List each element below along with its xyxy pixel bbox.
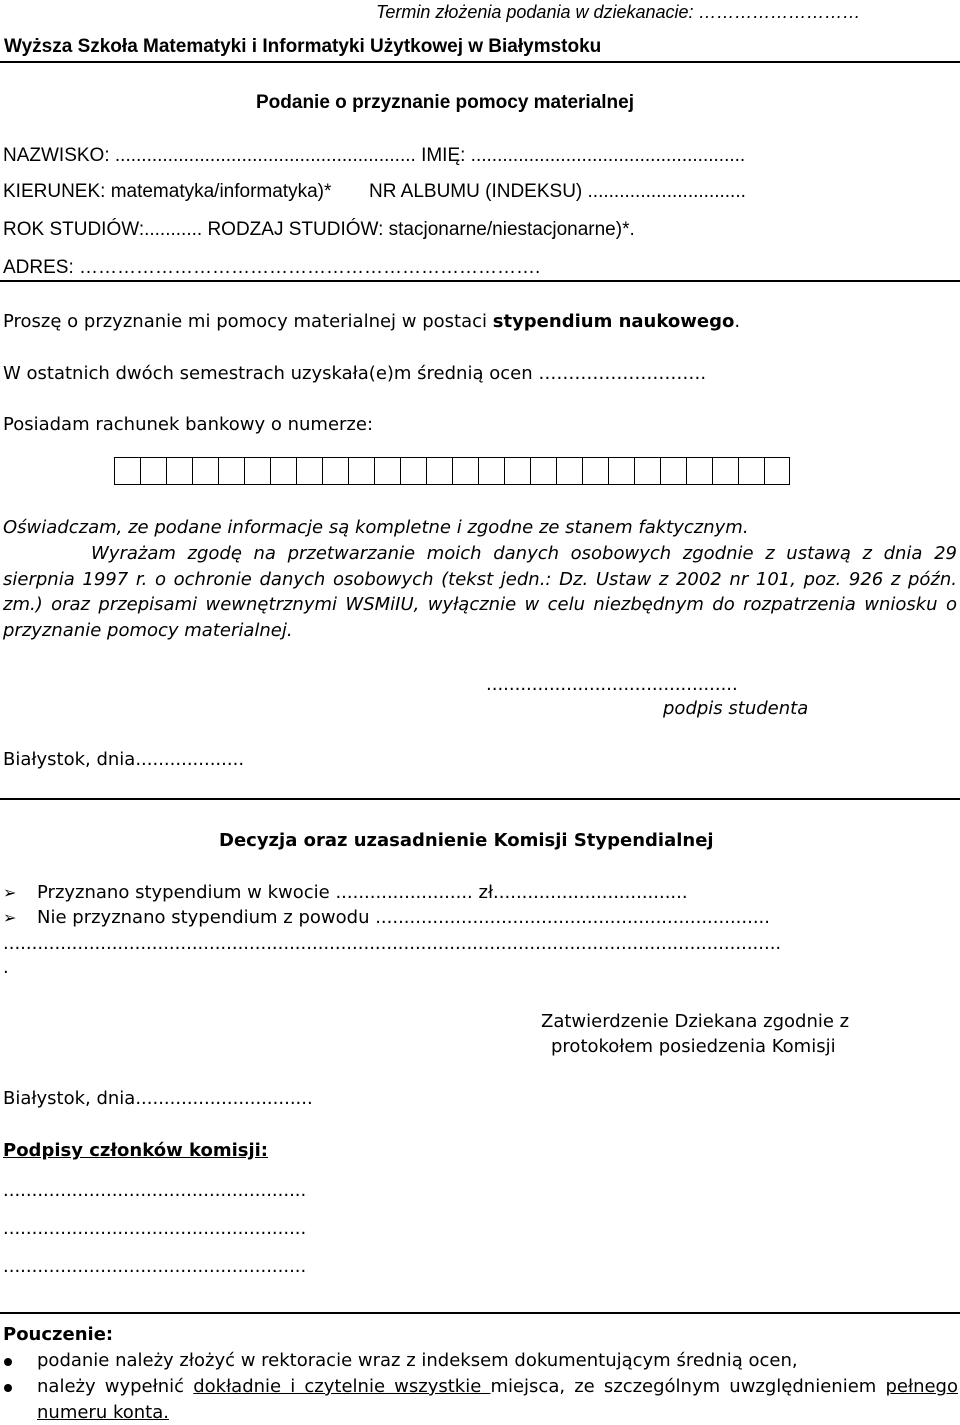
bank-digit-box[interactable] — [504, 457, 530, 485]
instruction-bullet-1: podanie należy złożyć w rektoracie wraz z indeksem dokumentującym średnią ocen, — [37, 1350, 798, 1371]
school-name: Wyższa Szkoła Matematyki i Informatyki Użytkowej w Białymstoku — [4, 36, 602, 57]
bullet2-part-a: należy wypełnić — [37, 1376, 194, 1397]
deadline-text: Termin złożenia podania w dziekanacie: ……………………… — [376, 2, 861, 22]
arrow-bullet-icon: ➢ — [3, 883, 17, 902]
bullet2-underlined-1: dokładnie i czytelnie wszystkie — [193, 1376, 491, 1397]
member-signature-line[interactable]: ..................................................... — [3, 1218, 307, 1239]
bank-digit-box[interactable] — [686, 457, 712, 485]
fields-divider — [0, 280, 960, 282]
signature-line[interactable]: ............................................ — [486, 674, 738, 695]
instruction-bullet-2 — [37, 1376, 958, 1397]
surname-name-field[interactable]: NAZWISKO: ......................................................... IMIĘ: .................................................... — [3, 145, 746, 166]
arrow-bullet-icon: ➢ — [3, 908, 17, 927]
bullet-icon — [4, 1384, 12, 1392]
bullet-icon — [4, 1358, 12, 1366]
bank-digit-box[interactable] — [764, 457, 790, 485]
bank-digit-box[interactable] — [712, 457, 738, 485]
album-number-field[interactable]: NR ALBUMU (INDEKSU) .............................. — [369, 181, 746, 202]
decision-granted-item[interactable] — [3, 882, 688, 903]
header-divider — [0, 61, 960, 63]
committee-place-date[interactable]: Białystok, dnia............................... — [3, 1088, 313, 1109]
student-place-date[interactable]: Białystok, dnia................... — [3, 749, 245, 770]
decision-granted-text: Przyznano stypendium w kwocie ........................ zł.................................. — [37, 882, 688, 903]
bank-account-boxes[interactable] — [114, 457, 790, 485]
bank-digit-box[interactable] — [530, 457, 556, 485]
bank-digit-box[interactable] — [582, 457, 608, 485]
major-field[interactable]: KIERUNEK: matematyka/informatyka)* — [3, 181, 332, 202]
bank-digit-box[interactable] — [660, 457, 686, 485]
bank-digit-box[interactable] — [738, 457, 764, 485]
dean-approval-line1: Zatwierdzenie Dziekana zgodnie z — [541, 1011, 850, 1032]
grade-average-field[interactable]: W ostatnich dwóch semestrach uzyskała(e)m średnią ocen ………………………. — [3, 363, 707, 384]
bank-digit-box[interactable] — [452, 457, 478, 485]
form-title: Podanie o przyznanie pomocy materialnej — [256, 92, 634, 113]
year-study-type-field[interactable]: ROK STUDIÓW:........... RODZAJ STUDIÓW: stacjonarne/niestacjonarne)*. — [3, 219, 635, 240]
request-text — [3, 311, 740, 332]
consent-paragraph: Wyrażam zgodę na przetwarzanie moich danych osobowych zgodnie z ustawą z dnia 29 sierpnia 1997 r. o ochronie danych osobowych (tekst jedn.: Dz. Ustaw z 2002 nr 101, poz. 926 z późn. zm.) oraz przepisami wewnętrznymi WSMiIU, wyłącznie w celu niezbędnym do rozpatrzenia wniosku o przyznanie pomocy materialnej. — [3, 543, 957, 641]
bank-digit-box[interactable] — [270, 457, 296, 485]
bank-digit-box[interactable] — [556, 457, 582, 485]
bank-digit-box[interactable] — [166, 457, 192, 485]
bank-digit-box[interactable] — [140, 457, 166, 485]
request-suffix: . — [734, 311, 741, 332]
bank-digit-box[interactable] — [244, 457, 270, 485]
bank-digit-box[interactable] — [478, 457, 504, 485]
bank-digit-box[interactable] — [192, 457, 218, 485]
request-prefix: Proszę o przyznanie mi pomocy materialnej w postaci — [3, 311, 493, 332]
decision-title: Decyzja oraz uzasadnienie Komisji Stypendialnej — [219, 830, 714, 851]
bank-digit-box[interactable] — [348, 457, 374, 485]
decision-divider — [0, 798, 960, 800]
decision-refused-item[interactable] — [3, 907, 770, 928]
dean-approval-line2: protokołem posiedzenia Komisji — [551, 1036, 836, 1057]
bank-digit-box[interactable] — [426, 457, 452, 485]
signature-label: podpis studenta — [663, 698, 809, 719]
instruction-title: Pouczenie: — [3, 1324, 114, 1345]
bank-digit-box[interactable] — [218, 457, 244, 485]
bank-digit-box[interactable] — [296, 457, 322, 485]
bank-digit-box[interactable] — [400, 457, 426, 485]
reason-dots-end: . — [3, 957, 9, 978]
member-signature-line[interactable]: ..................................................... — [3, 1256, 307, 1277]
bank-digit-box[interactable] — [634, 457, 660, 485]
bullet2-underlined-2: pełnego — [885, 1376, 958, 1397]
members-title: Podpisy członków komisji: — [3, 1140, 268, 1161]
bank-account-label: Posiadam rachunek bankowy o numerze: — [3, 414, 374, 435]
bank-digit-box[interactable] — [374, 457, 400, 485]
bullet2-part-b: miejsca, ze szczególnym uwzględnieniem — [490, 1376, 886, 1397]
instruction-divider — [0, 1312, 960, 1314]
address-field[interactable]: ADRES: ………………………………………………………………. — [3, 257, 541, 278]
declaration-line: Oświadczam, ze podane informacje są kompletne i zgodne ze stanem faktycznym. — [3, 517, 749, 538]
member-signature-line[interactable]: ..................................................... — [3, 1180, 307, 1201]
bank-digit-box[interactable] — [322, 457, 348, 485]
reason-dots-line[interactable]: ........................................................................................................................................ — [3, 933, 782, 954]
bank-digit-box[interactable] — [114, 457, 140, 485]
decision-refused-text: Nie przyznano stypendium z powodu ..................................................................... — [37, 907, 770, 928]
bank-digit-box[interactable] — [608, 457, 634, 485]
bullet2-underlined-3: numeru konta. — [37, 1402, 169, 1423]
request-scholarship-type: stypendium naukowego — [492, 311, 735, 332]
